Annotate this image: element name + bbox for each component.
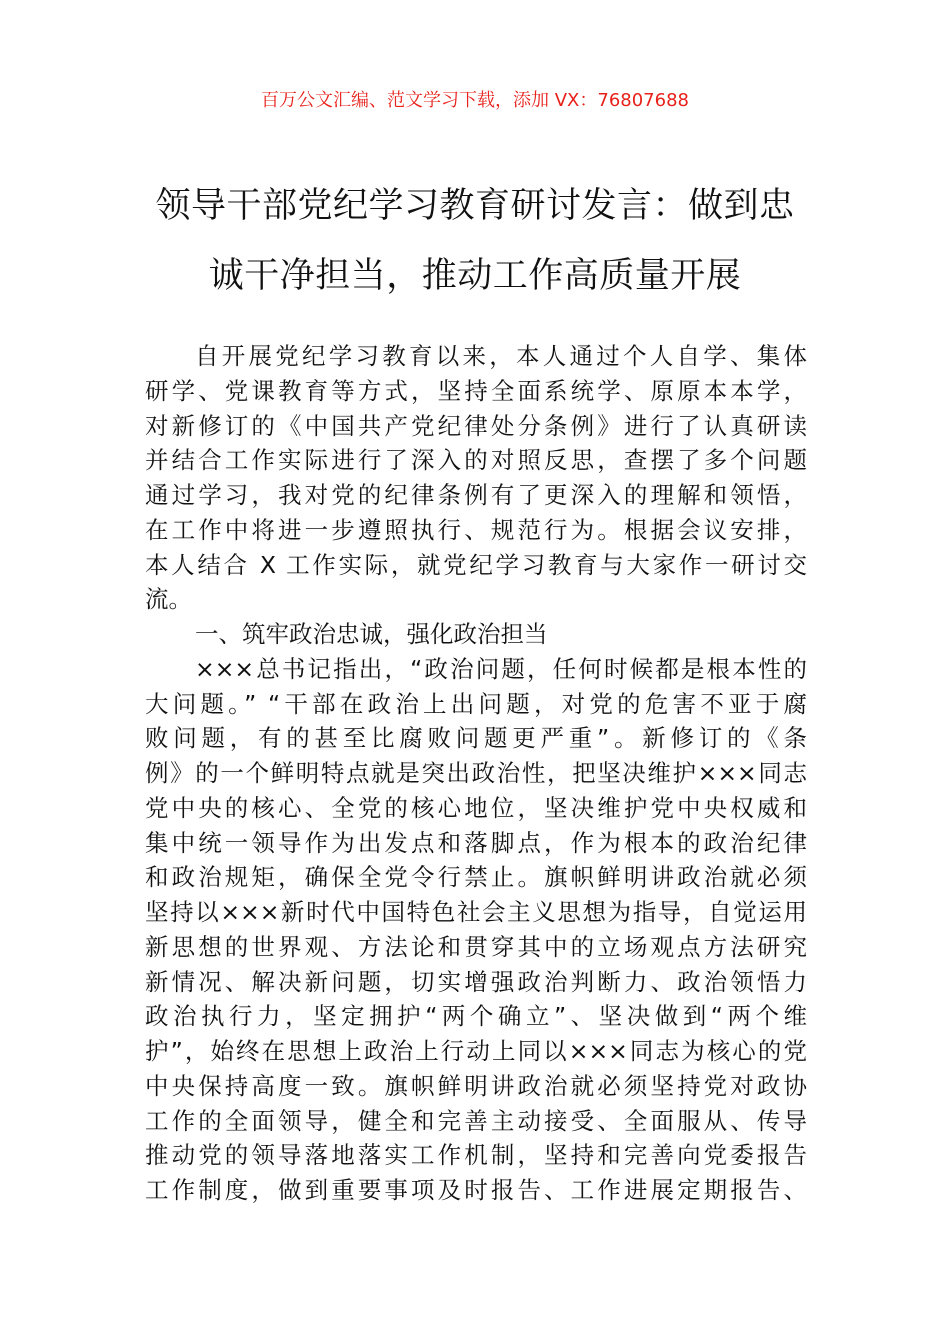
paragraph-line: 大问题。” “干部在政治上出问题，对党的危害不亚于腐 [145,689,807,718]
paragraph-line: 推动党的领导落地落实工作机制，坚持和完善向党委报告 [145,1141,807,1170]
download-banner: 百万公文汇编、范文学习下载，添加 VX：76807688 [261,90,689,111]
paragraph-line: 坚持以×××新时代中国特色社会主义思想为指导，自觉运用 [145,898,807,926]
paragraph-line: 通过学习，我对党的纪律条例有了更深入的理解和领悟， [145,481,807,509]
paragraph-line: 新思想的世界观、方法论和贯穿其中的立场观点方法研究 [145,932,807,961]
document-title-line-2: 诚干净担当，推动工作高质量开展 [208,256,742,296]
paragraph-line: 自开展党纪学习教育以来，本人通过个人自学、集体 [195,342,807,370]
paragraph-line: 败问题，有的甚至比腐败问题更严重”。新修订的《条 [145,724,807,753]
paragraph-line: 并结合工作实际进行了深入的对照反思，查摆了多个问题 [145,446,807,475]
paragraph-line: 护”，始终在思想上政治上行动上同以×××同志为核心的党 [145,1037,807,1065]
paragraph-line: 党中央的核心、全党的核心地位，坚决维护党中央权威和 [145,793,807,822]
document-title-line-1: 领导干部党纪学习教育研讨发言：做到忠 [155,186,795,226]
paragraph-line: 集中统一领导作为出发点和落脚点，作为根本的政治纪律 [145,828,807,857]
paragraph-line: 对新修订的《中国共产党纪律处分条例》进行了认真研读 [145,411,807,440]
paragraph-line: 和政治规矩，确保全党令行禁止。旗帜鲜明讲政治就必须 [145,863,807,892]
paragraph-line: 研学、党课教育等方式，坚持全面系统学、原原本本学， [145,376,807,405]
paragraph-line: ×××总书记指出，“政治问题，任何时候都是根本性的 [195,654,807,683]
paragraph-line: 政治执行力，坚定拥护“两个确立”、坚决做到“两个维 [145,1002,807,1031]
paragraph-line: 工作的全面领导，健全和完善主动接受、全面服从、传导 [145,1106,807,1135]
paragraph-line: 流。 [145,585,192,614]
paragraph-line: 例》的一个鲜明特点就是突出政治性，把坚决维护×××同志 [145,759,807,787]
section-heading: 一、筑牢政治忠诚，强化政治担当 [195,620,548,648]
paragraph-line: 本人结合 X 工作实际，就党纪学习教育与大家作一研讨交 [145,550,807,579]
document-body [145,339,807,1208]
paragraph-line: 新情况、解决新问题，切实增强政治判断力、政治领悟力 [145,967,807,996]
paragraph-line: 工作制度，做到重要事项及时报告、工作进展定期报告、 [145,1176,807,1204]
paragraph-line: 在工作中将进一步遵照执行、规范行为。根据会议安排， [145,515,807,544]
paragraph-line: 中央保持高度一致。旗帜鲜明讲政治就必须坚持党对政协 [145,1071,807,1100]
